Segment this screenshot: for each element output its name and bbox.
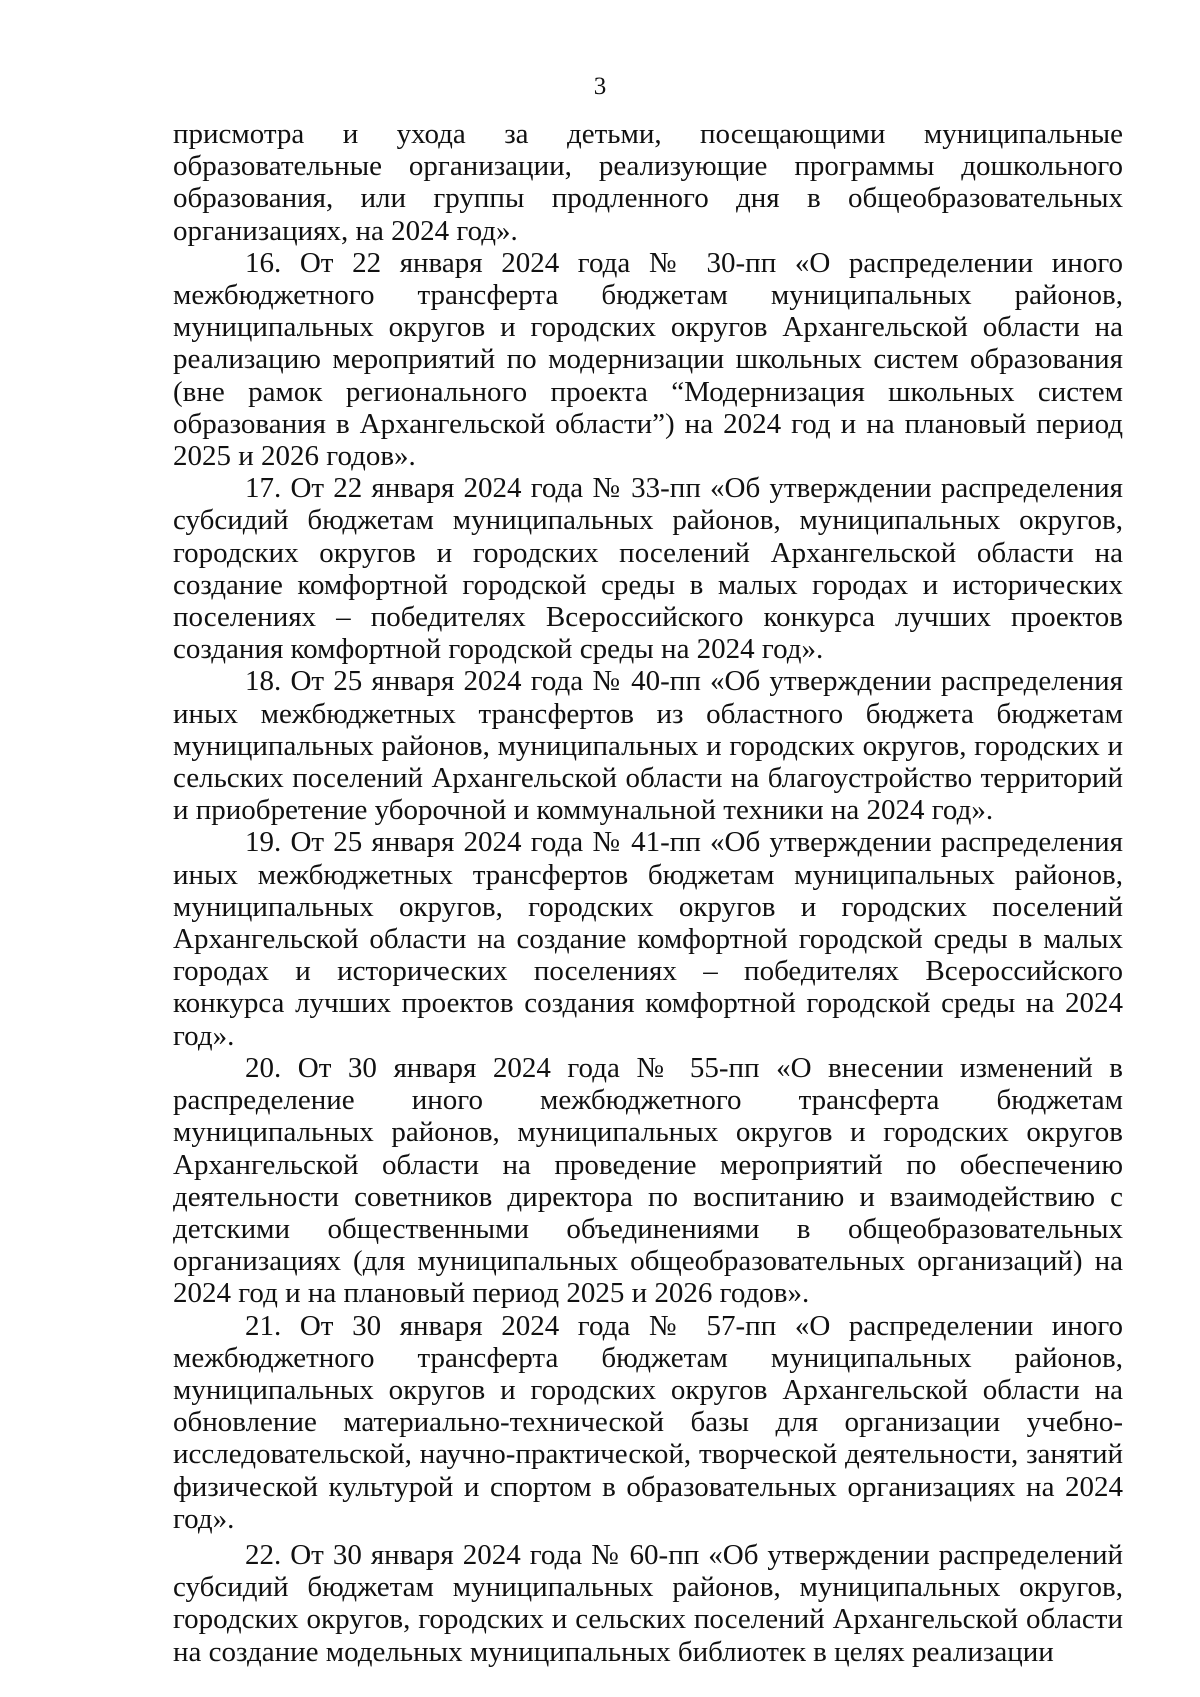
paragraph-item-19: 19. От 25 января 2024 года № 41-пп «Об утверждении распределения иных межбюджетных трансфертов бюджетам муниципальных районов, муниципальных округов, городских округов и городских поселений Архангельской области на создание комфортной городской среды в малых городах и исторических поселениях – победителях Всероссийского конкурса лучших проектов создания комфортной городской среды на 2024 год». — [173, 826, 1123, 1052]
paragraph-continuation: присмотра и ухода за детьми, посещающими муниципальные образовательные организации, реализующие программы дошкольного образования, или группы продленного дня в общеобразовательных организациях, на 2024 год». — [173, 118, 1123, 247]
paragraph-item-22: 22. От 30 января 2024 года № 60-пп «Об утверждении распределений субсидий бюджетам муниципальных районов, муниципальных округов, городских округов, городских и сельских поселений Архангельской области на создание модельных муниципальных библиотек в целях реализации — [173, 1538, 1123, 1668]
page-number: 3 — [593, 73, 607, 100]
document-body — [173, 118, 1123, 1668]
paragraph-item-16: 16. От 22 января 2024 года № 30-пп «О распределении иного межбюджетного трансферта бюджетам муниципальных районов, муниципальных округов и городских округов Архангельской области на реализацию мероприятий по модернизации школьных систем образования (вне рамок регионального проекта “Модернизация школьных систем образования в Архангельской области”) на 2024 год и на плановый период 2025 и 2026 годов». — [173, 246, 1123, 473]
paragraph-item-17: 17. От 22 января 2024 года № 33-пп «Об утверждении распределения субсидий бюджетам муниципальных районов, муниципальных округов, городских округов и городских поселений Архангельской области на создание комфортной городской среды в малых городах и исторических поселениях – победителях Всероссийского конкурса лучших проектов создания комфортной городской среды на 2024 год». — [173, 472, 1123, 666]
paragraph-item-20: 20. От 30 января 2024 года № 55-пп «О внесении изменений в распределение иного межбюджетного трансферта бюджетам муниципальных районов, муниципальных округов и городских округов Архангельской области на проведение мероприятий по обеспечению деятельности советников директора по воспитанию и взаимодействию с детскими общественными объединениями в общеобразовательных организациях (для муниципальных общеобразовательных организаций) на 2024 год и на плановый период 2025 и 2026 годов». — [173, 1051, 1123, 1310]
paragraph-item-18: 18. От 25 января 2024 года № 40-пп «Об утверждении распределения иных межбюджетных трансфертов из областного бюджета бюджетам муниципальных районов, муниципальных и городских округов, городских и сельских поселений Архангельской области на благоустройство территорий и приобретение уборочной и коммунальной техники на 2024 год». — [173, 665, 1123, 827]
paragraph-item-21: 21. От 30 января 2024 года № 57-пп «О распределении иного межбюджетного трансферта бюджетам муниципальных районов, муниципальных округов и городских округов Архангельской области на обновление материально-технической базы для организации учебно-исследовательской, научно-практической, творческой деятельности, занятий физической культурой и спортом в образовательных организациях на 2024 год». — [173, 1309, 1123, 1535]
